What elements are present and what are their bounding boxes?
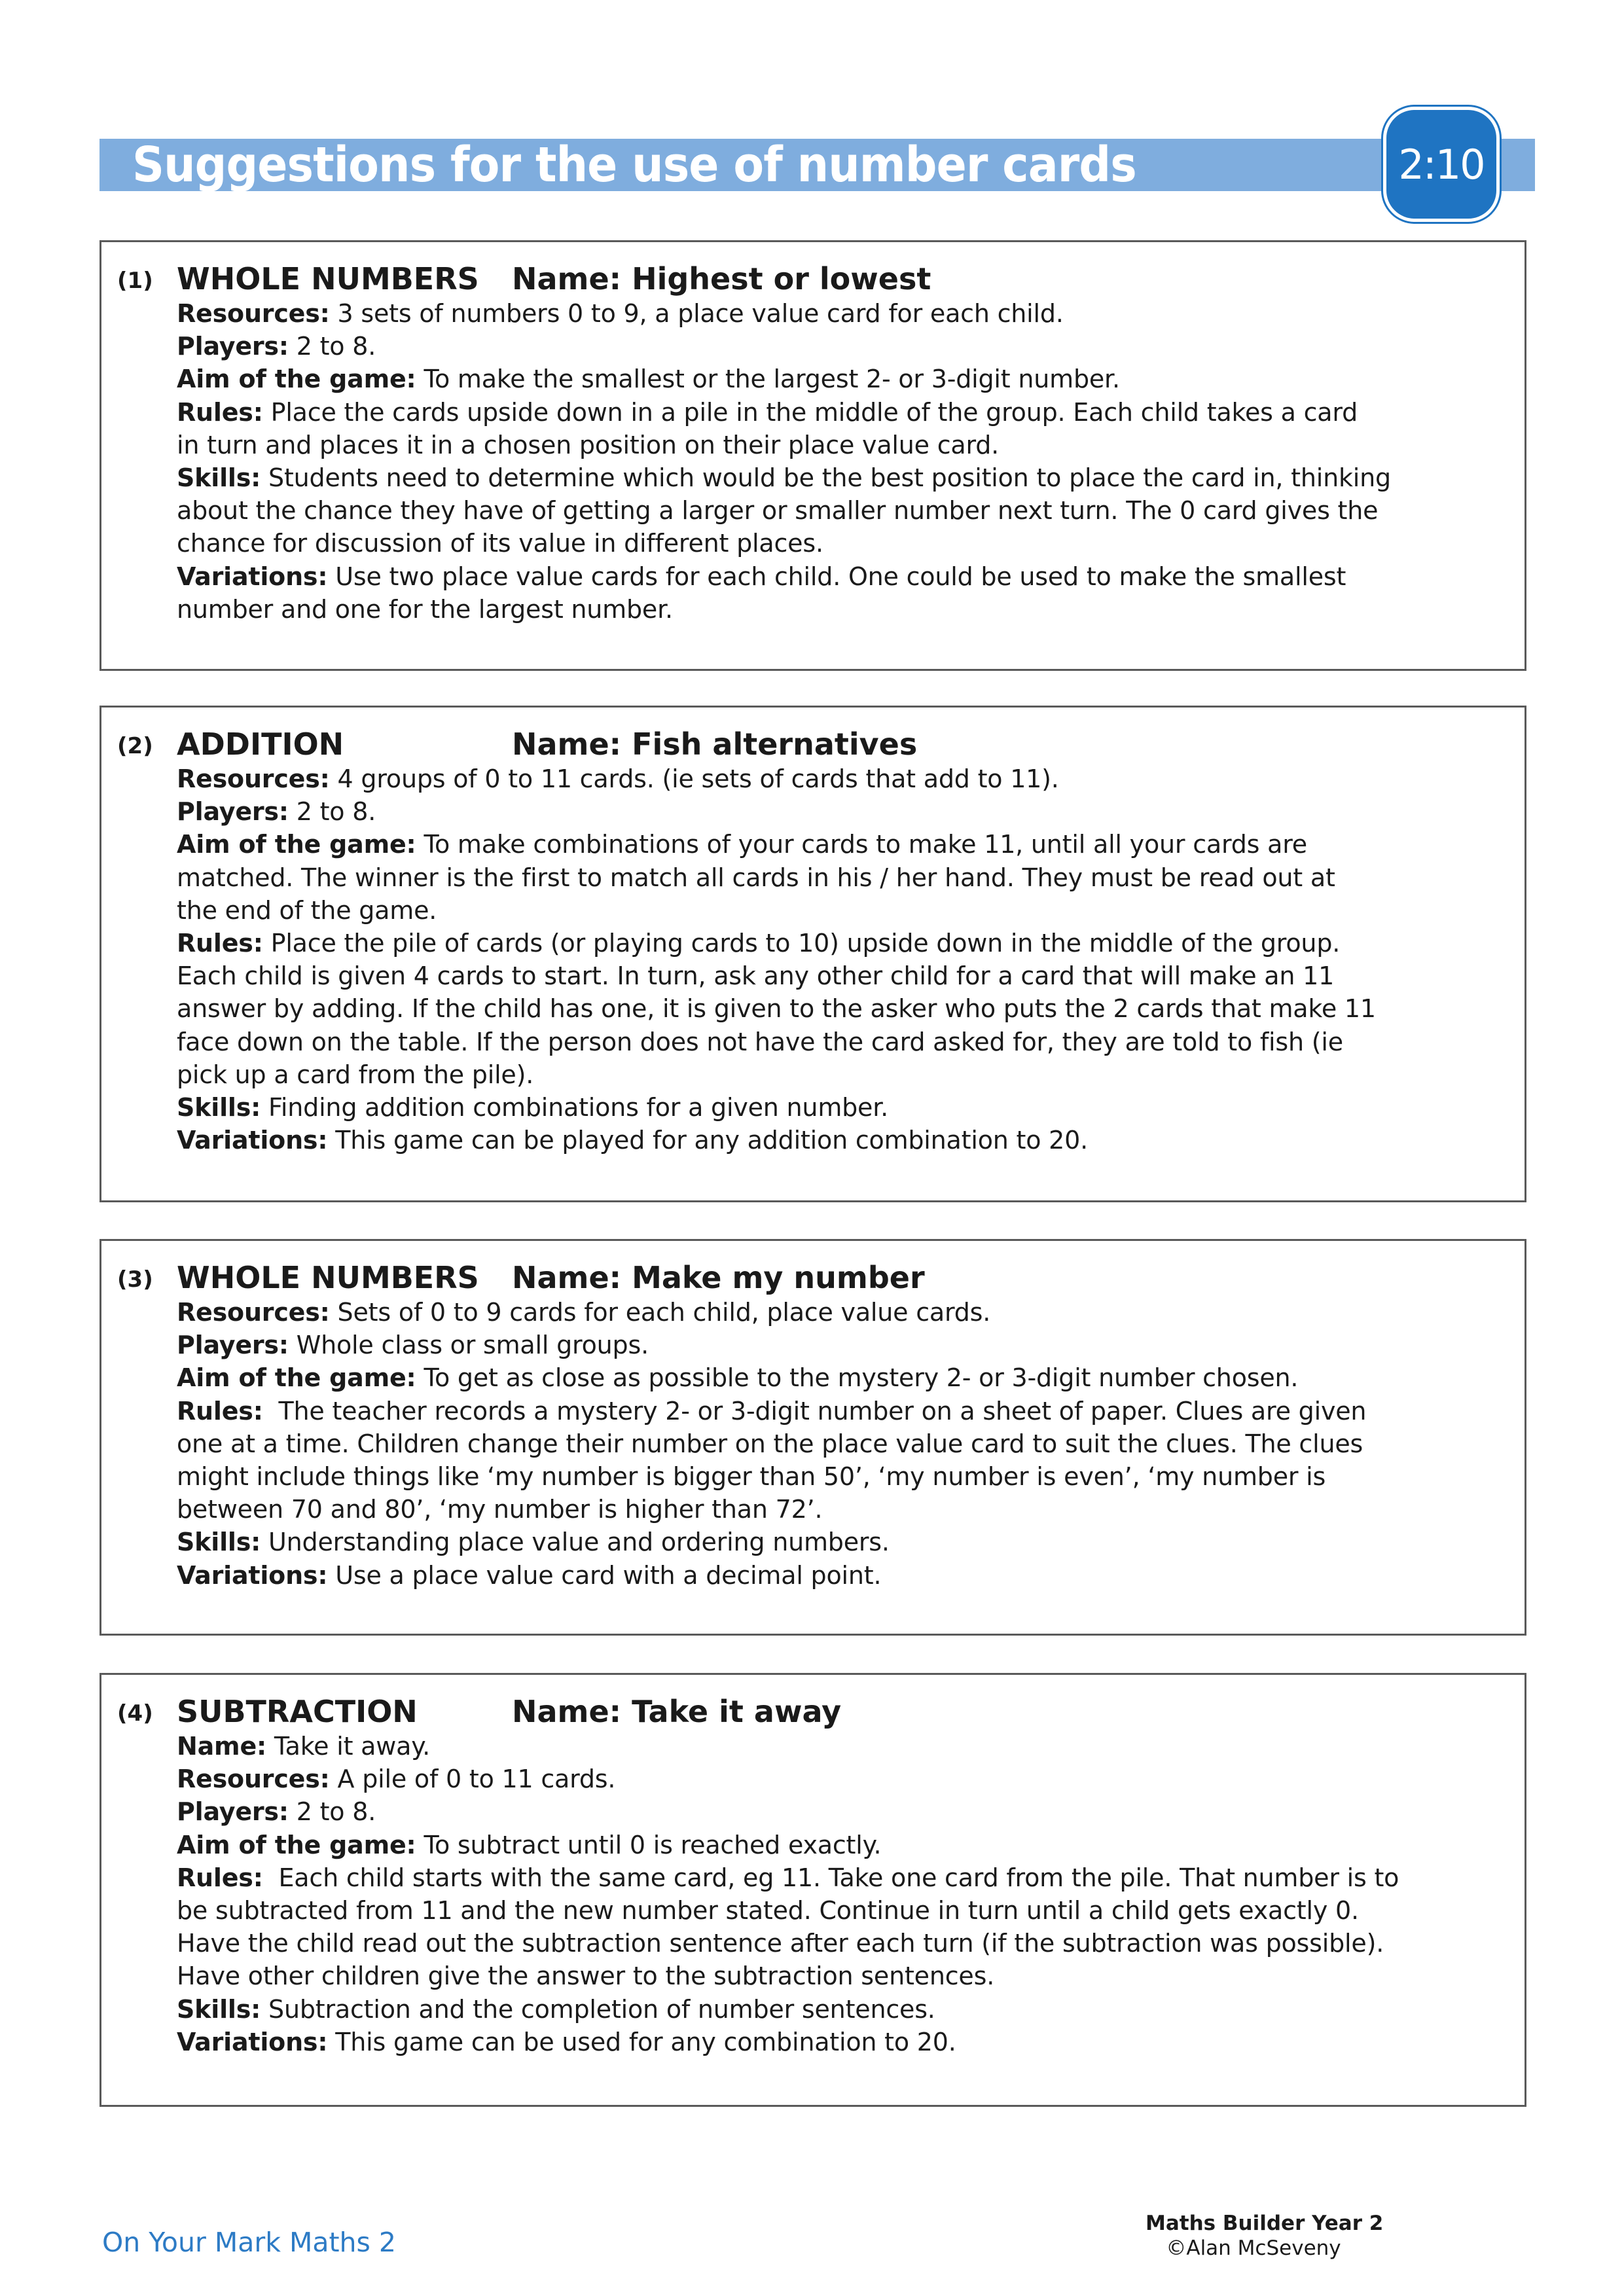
field-text: Take it away.: [266, 1732, 430, 1761]
text-line: [177, 1091, 1498, 1124]
field-label: Players:: [177, 332, 289, 361]
field-text: To make the smallest or the largest 2- or 3-digit number.: [416, 365, 1120, 394]
section-category: ADDITION: [177, 726, 344, 762]
field-text: be subtracted from 11 and the new number stated. Continue in turn until a child gets exactly 0.: [177, 1896, 1359, 1926]
field-label: Rules:: [177, 1396, 263, 1426]
text-line: [177, 2026, 1498, 2058]
field-text: The teacher records a mystery 2- or 3-digit number on a sheet of paper. Clues are given: [262, 1396, 1367, 1426]
text-line: [177, 795, 1498, 828]
text-line: [177, 1829, 1498, 1861]
text-line: [177, 1894, 1498, 1927]
game-card-4: [99, 1673, 1526, 2107]
text-line: [177, 762, 1498, 795]
field-text: matched. The winner is the first to match all cards in his / her hand. They must be read out at: [177, 863, 1335, 892]
section-number: (4): [117, 1700, 153, 1727]
field-text: chance for discussion of its value in different places.: [177, 529, 823, 558]
field-text: Place the cards upside down in a pile in the middle of the group. Each child takes a card: [262, 397, 1358, 427]
field-text: might include things like ‘my number is bigger than 50’, ‘my number is even’, ‘my number is: [177, 1462, 1326, 1492]
field-text: This game can be played for any addition combination to 20.: [327, 1126, 1088, 1155]
section-category: SUBTRACTION: [177, 1694, 418, 1729]
text-line: [177, 1927, 1498, 1960]
text-line: [177, 1993, 1498, 2026]
field-label: Rules:: [177, 929, 263, 958]
text-line: [177, 992, 1498, 1025]
field-text: 3 sets of numbers 0 to 9, a place value card for each child.: [329, 299, 1064, 328]
field-text: 2 to 8.: [288, 1797, 376, 1827]
field-label: Skills:: [177, 1528, 261, 1557]
field-text: the end of the game.: [177, 895, 437, 925]
field-text: Subtraction and the completion of number sentences.: [261, 1994, 935, 2024]
page-title: Suggestions for the use of number cards: [132, 137, 1136, 193]
field-text: To make combinations of your cards to make 11, until all your cards are: [416, 830, 1307, 859]
field-label: Resources:: [177, 764, 330, 793]
field-label: Players:: [177, 1797, 289, 1827]
footer-series-title: On Your Mark Maths 2: [102, 2227, 397, 2258]
text-line: [177, 861, 1498, 894]
field-text: pick up a card from the pile).: [177, 1060, 534, 1089]
game-name: Name: Take it away: [512, 1694, 842, 1729]
field-label: Rules:: [177, 397, 263, 427]
field-label: Resources:: [177, 299, 330, 328]
field-label: Skills:: [177, 1994, 261, 2024]
section-category: WHOLE NUMBERS: [177, 1260, 479, 1295]
field-label: Variations:: [177, 1126, 328, 1155]
section-body: [177, 762, 1498, 1157]
text-line: [177, 828, 1498, 861]
game-card-2: [99, 706, 1526, 1202]
field-text: 2 to 8.: [288, 332, 376, 361]
text-line: [177, 1124, 1498, 1157]
field-label: Variations:: [177, 2027, 328, 2056]
field-text: Place the pile of cards (or playing cards to 10) upside down in the middle of the group.: [262, 929, 1341, 958]
text-line: [177, 1493, 1498, 1526]
field-label: Players:: [177, 797, 289, 827]
text-line: [177, 297, 1498, 330]
footer-credit: [1146, 2211, 1384, 2261]
field-label: Players:: [177, 1331, 289, 1360]
text-line: [177, 1395, 1498, 1427]
text-line: [177, 1763, 1498, 1795]
field-label: Resources:: [177, 1298, 330, 1327]
field-text: Whole class or small groups.: [288, 1331, 649, 1360]
field-label: Skills:: [177, 463, 261, 493]
field-text: Finding addition combinations for a given number.: [261, 1093, 889, 1122]
field-text: 2 to 8.: [288, 797, 376, 827]
field-text: A pile of 0 to 11 cards.: [329, 1765, 616, 1794]
field-label: Resources:: [177, 1765, 330, 1794]
field-label: Aim of the game:: [177, 830, 416, 859]
field-text: Students need to determine which would be the best position to place the card in, thinking: [261, 463, 1391, 493]
field-text: about the chance they have of getting a larger or smaller number next turn. The 0 card gives the: [177, 496, 1379, 526]
field-text: To get as close as possible to the mystery 2- or 3-digit number chosen.: [416, 1363, 1299, 1393]
field-text: Have other children give the answer to the subtraction sentences.: [177, 1962, 995, 1991]
field-text: Use two place value cards for each child. One could be used to make the smallest: [327, 562, 1346, 591]
section-number: (2): [117, 733, 153, 759]
text-line: [177, 1861, 1498, 1894]
section-body: [177, 297, 1498, 626]
field-text: number and one for the largest number.: [177, 594, 673, 624]
game-card-1: [99, 240, 1526, 671]
text-line: [177, 1795, 1498, 1828]
footer-copyright: ©Alan McSeveny: [1166, 2236, 1341, 2260]
text-line: [177, 1361, 1498, 1394]
game-name: Name: Fish alternatives: [512, 726, 918, 762]
text-line: [177, 1730, 1498, 1763]
text-line: [177, 461, 1498, 494]
field-text: Sets of 0 to 9 cards for each child, place value cards.: [329, 1298, 991, 1327]
text-line: [177, 927, 1498, 960]
field-text: in turn and places it in a chosen position on their place value card.: [177, 430, 1000, 459]
game-name: Name: Make my number: [512, 1260, 925, 1295]
game-card-3: [99, 1239, 1526, 1636]
field-label: Rules:: [177, 1863, 263, 1892]
text-line: [177, 330, 1498, 363]
section-body: [177, 1730, 1498, 2058]
field-label: Aim of the game:: [177, 1363, 416, 1393]
text-line: [177, 396, 1498, 429]
field-text: answer by adding. If the child has one, it is given to the asker who puts the 2 cards that make 11: [177, 994, 1376, 1024]
field-label: Skills:: [177, 1093, 261, 1122]
field-label: Variations:: [177, 1560, 328, 1590]
text-line: [177, 1460, 1498, 1493]
field-text: Have the child read out the subtraction sentence after each turn (if the subtraction was possible).: [177, 1929, 1384, 1958]
section-category: WHOLE NUMBERS: [177, 261, 479, 296]
text-line: [177, 494, 1498, 527]
section-number: (1): [117, 268, 153, 294]
text-line: [177, 894, 1498, 927]
text-line: [177, 1329, 1498, 1361]
field-text: one at a time. Children change their number on the place value card to suit the clues. The clues: [177, 1429, 1363, 1458]
text-line: [177, 560, 1498, 593]
text-line: [177, 527, 1498, 560]
field-text: face down on the table. If the person does not have the card asked for, they are told to fish (ie: [177, 1027, 1343, 1056]
text-line: [177, 1427, 1498, 1460]
text-line: [177, 593, 1498, 626]
field-text: between 70 and 80’, ‘my number is higher than 72’.: [177, 1495, 823, 1524]
text-line: [177, 429, 1498, 461]
field-text: This game can be used for any combination to 20.: [327, 2027, 956, 2056]
field-label: Aim of the game:: [177, 365, 416, 394]
footer-book-title: Maths Builder Year 2: [1146, 2212, 1384, 2235]
field-label: Aim of the game:: [177, 1830, 416, 1859]
text-line: [177, 1058, 1498, 1091]
game-name: Name: Highest or lowest: [512, 261, 931, 296]
text-line: [177, 1526, 1498, 1558]
field-text: Use a place value card with a decimal point.: [327, 1560, 882, 1590]
page-number-badge: 2:10: [1383, 107, 1500, 222]
field-text: 4 groups of 0 to 11 cards. (ie sets of cards that add to 11).: [329, 764, 1059, 793]
section-number: (3): [117, 1266, 153, 1293]
section-body: [177, 1296, 1498, 1592]
text-line: [177, 1026, 1498, 1058]
field-text: Understanding place value and ordering numbers.: [261, 1528, 890, 1557]
text-line: [177, 960, 1498, 992]
field-text: Each child is given 4 cards to start. In turn, ask any other child for a card that will make an 11: [177, 961, 1335, 991]
text-line: [177, 1559, 1498, 1592]
text-line: [177, 363, 1498, 395]
field-text: To subtract until 0 is reached exactly.: [416, 1830, 882, 1859]
text-line: [177, 1960, 1498, 1992]
field-label: Variations:: [177, 562, 328, 591]
text-line: [177, 1296, 1498, 1329]
field-text: Each child starts with the same card, eg 11. Take one card from the pile. That number is to: [262, 1863, 1399, 1892]
field-label: Name:: [177, 1732, 267, 1761]
